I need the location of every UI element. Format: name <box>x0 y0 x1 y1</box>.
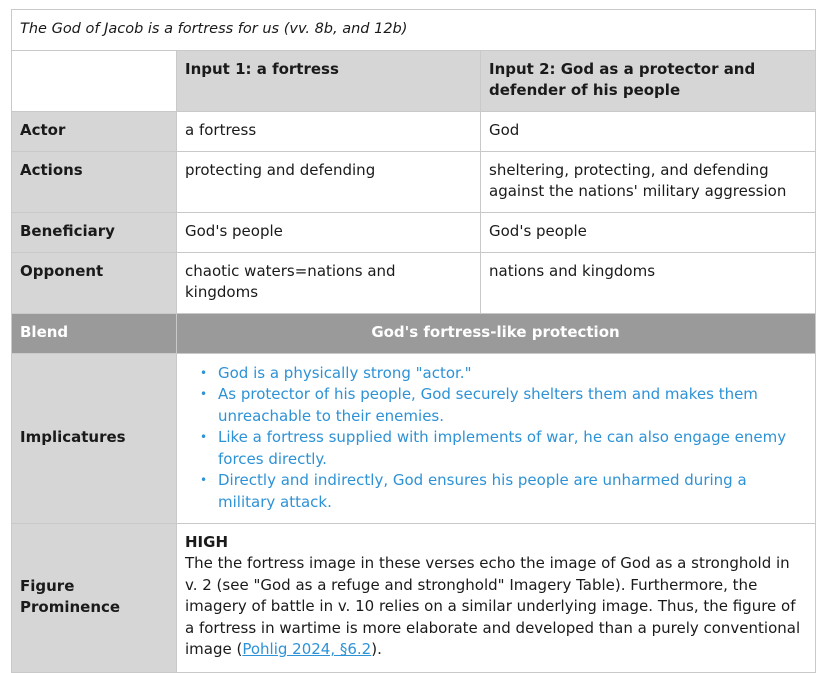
row-label-beneficiary: Beneficiary <box>12 212 177 252</box>
list-item <box>185 363 806 385</box>
blend-row <box>12 313 816 353</box>
list-item <box>185 470 806 513</box>
row-label-opponent: Opponent <box>12 252 177 313</box>
implicatures-content <box>177 353 816 523</box>
header-corner <box>12 50 177 111</box>
citation-link[interactable]: Pohlig 2024, §6.2 <box>242 640 372 658</box>
cell-input1: a fortress <box>177 111 481 151</box>
table-row <box>12 212 816 252</box>
cell-input2: God <box>481 111 816 151</box>
prominence-content <box>177 523 816 672</box>
implicature-text: Directly and indirectly, God ensures his people are unharmed during a military attack. <box>218 471 747 511</box>
cell-input2: sheltering, protecting, and defending against the nations' military aggression <box>481 151 816 212</box>
header-input2: Input 2: God as a protector and defender of his people <box>481 50 816 111</box>
row-label-actor: Actor <box>12 111 177 151</box>
table-row <box>12 151 816 212</box>
imagery-table <box>11 9 816 673</box>
blend-label: Blend <box>12 313 177 353</box>
table-row <box>12 252 816 313</box>
prominence-text: The the fortress image in these verses echo the image of God as a stronghold in v. 2 (see "God as a refuge and stronghold" Imagery Table). Furthermore, the imagery of battle in v. 10 relies on a similar underlying image. Thus, the figure of a fortress in wartime is more elaborate and developed than a purely conventional image ( <box>185 554 801 658</box>
prominence-label: Figure Prominence <box>12 523 177 672</box>
header-input1: Input 1: a fortress <box>177 50 481 111</box>
cell-input1: chaotic waters=nations and kingdoms <box>177 252 481 313</box>
header-row <box>12 50 816 111</box>
table-row <box>12 111 816 151</box>
cell-input1: protecting and defending <box>177 151 481 212</box>
implicatures-row <box>12 353 816 523</box>
prominence-row <box>12 523 816 672</box>
table-caption: The God of Jacob is a fortress for us (vv. 8b, and 12b) <box>12 10 816 51</box>
bullet-icon: • <box>200 473 208 487</box>
caption-row <box>12 10 816 51</box>
list-item <box>185 427 806 470</box>
implicature-text: Like a fortress supplied with implements of war, he can also engage enemy forces directly. <box>218 428 787 468</box>
bullet-icon: • <box>200 365 208 380</box>
prominence-level: HIGH <box>185 532 229 551</box>
list-item <box>185 384 806 427</box>
row-label-actions: Actions <box>12 151 177 212</box>
bullet-icon: • <box>200 430 208 444</box>
implicatures-label: Implicatures <box>12 353 177 523</box>
implicature-text: As protector of his people, God securely shelters them and makes them unreachable to their enemies. <box>218 385 758 425</box>
cell-input1: God's people <box>177 212 481 252</box>
blend-value: God's fortress-like protection <box>177 313 816 353</box>
prominence-tail: ). <box>371 640 382 658</box>
cell-input2: nations and kingdoms <box>481 252 816 313</box>
bullet-icon: • <box>200 387 208 401</box>
implicature-text: God is a physically strong "actor." <box>218 363 472 382</box>
cell-input2: God's people <box>481 212 816 252</box>
implicatures-list <box>185 363 806 514</box>
